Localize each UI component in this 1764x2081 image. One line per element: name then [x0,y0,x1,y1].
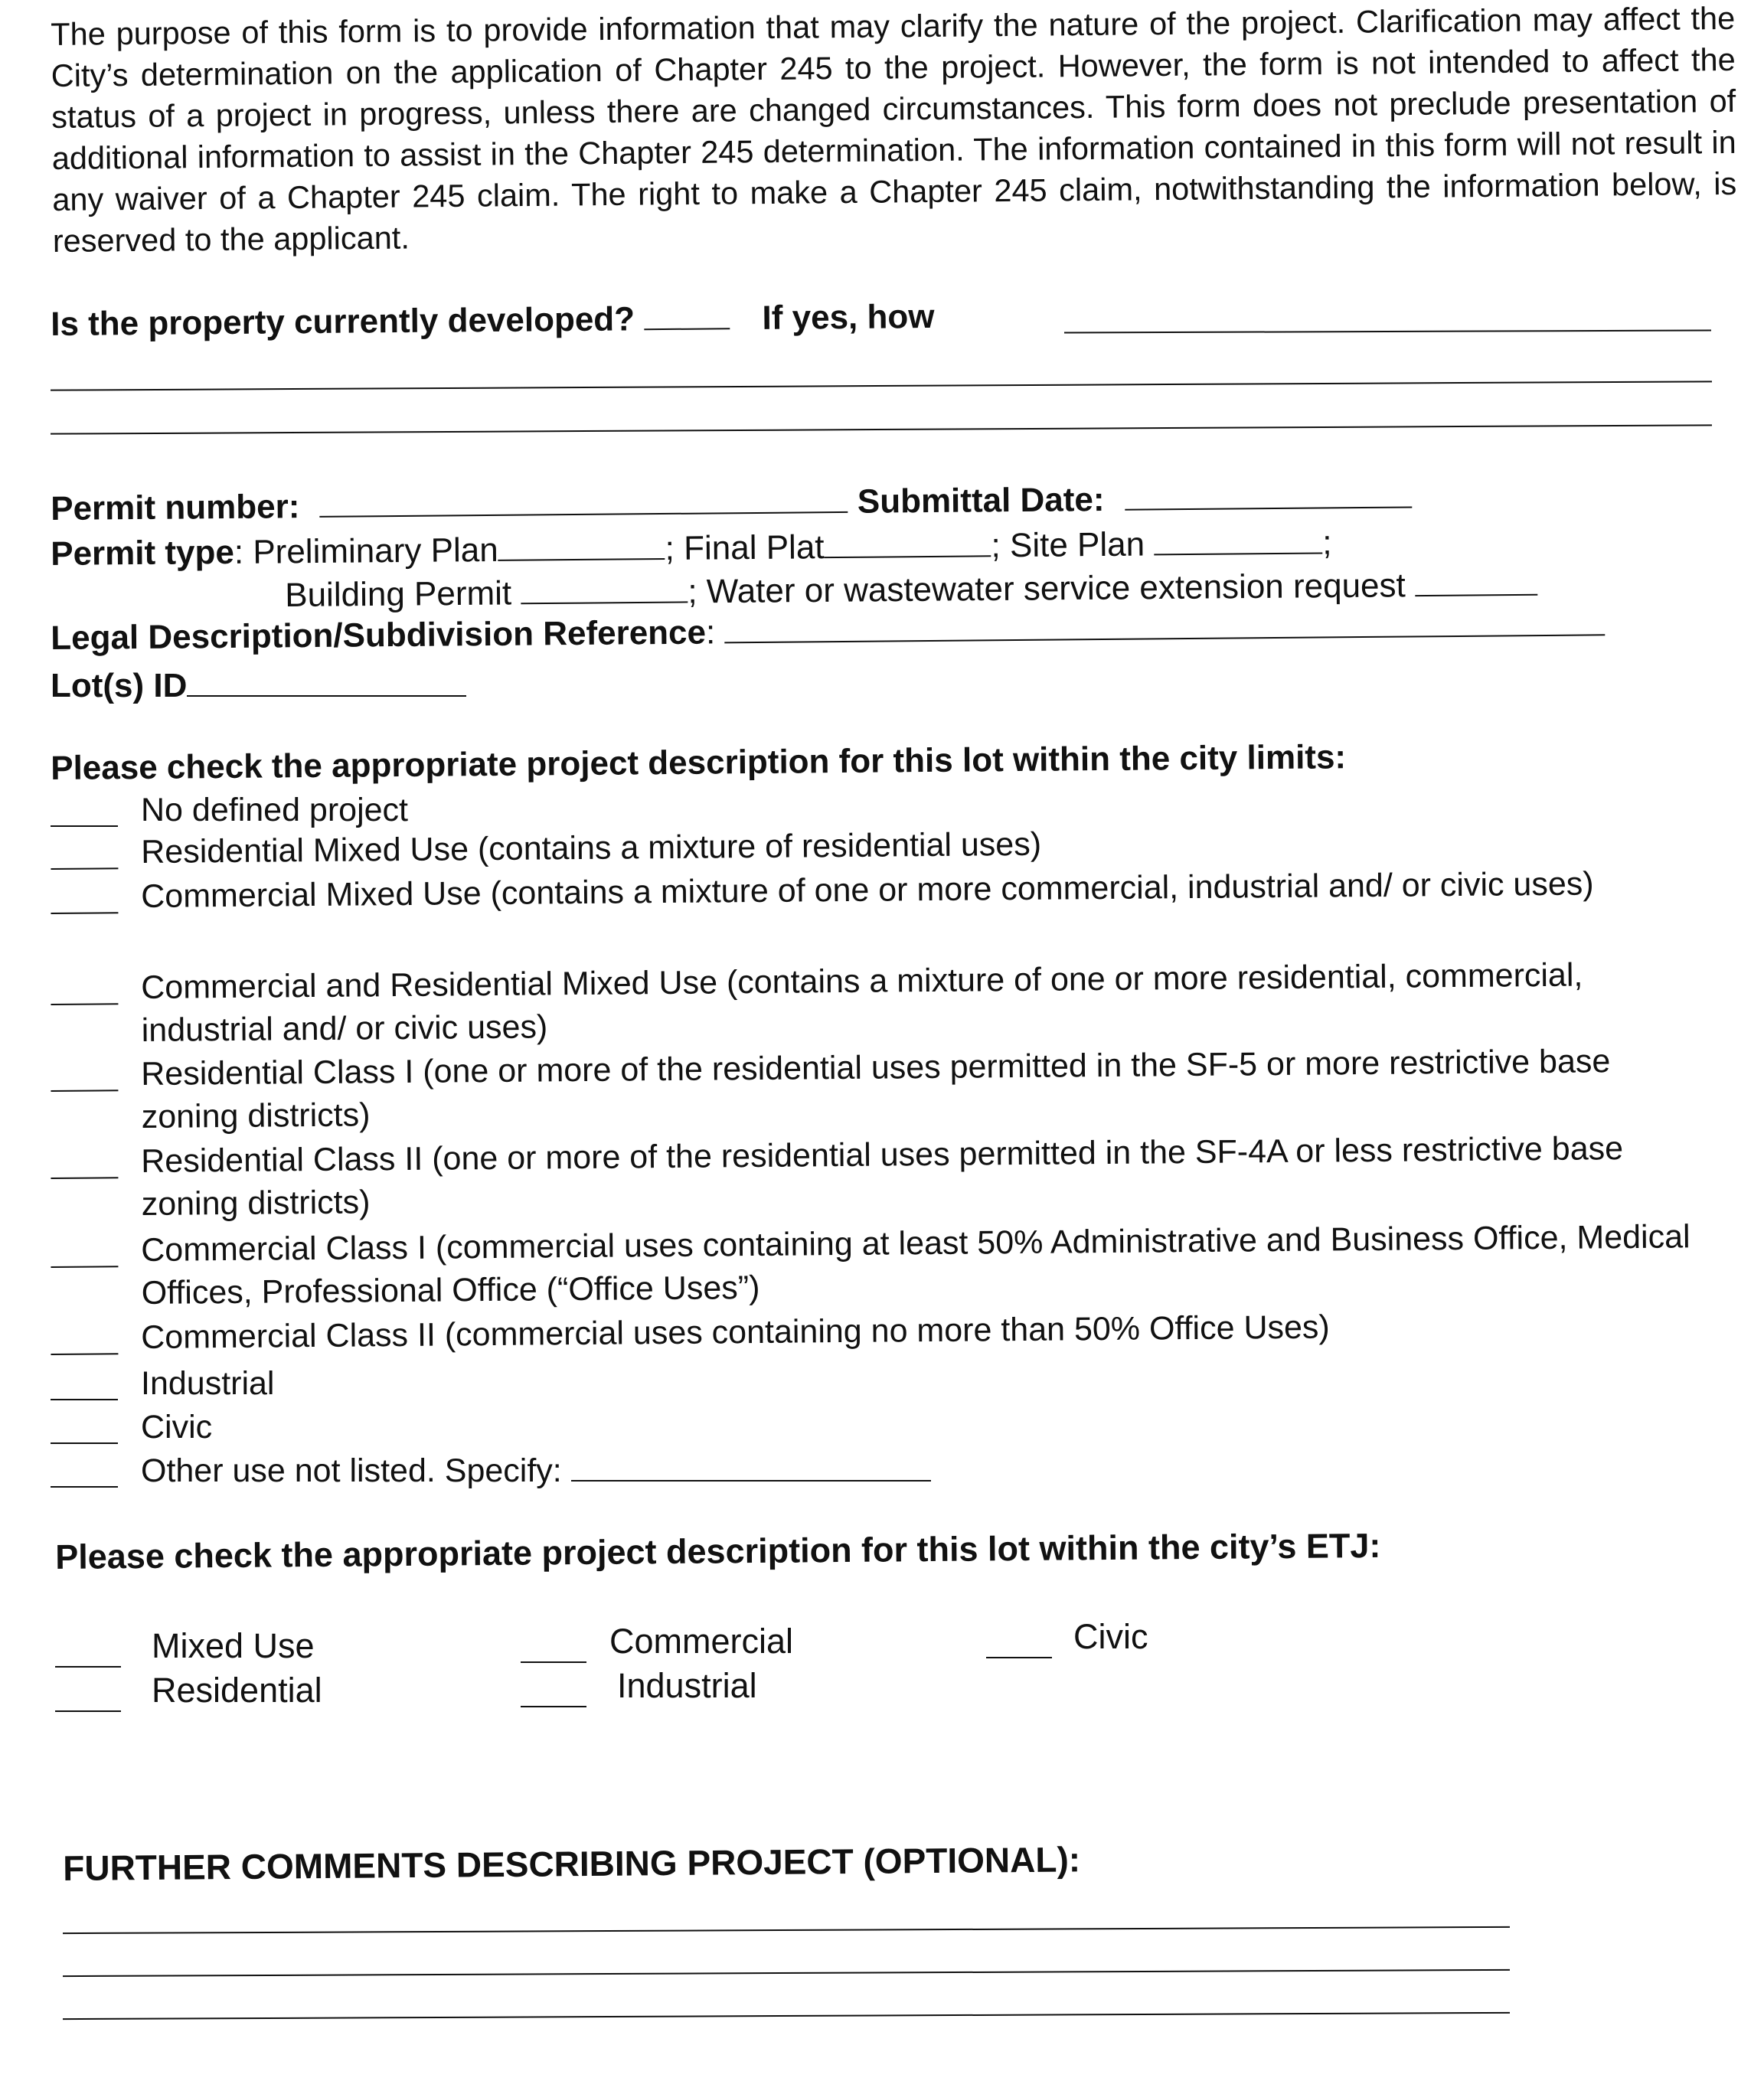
final-plat-label: ; Final Plat [665,528,825,567]
option-checkbox[interactable] [986,1634,1052,1658]
option-checkbox[interactable] [55,1687,121,1712]
option-label: Mixed Use [152,1626,315,1665]
option-label: Industrial [141,1365,275,1402]
permit-type-row-1: Permit type: Preliminary Plan ; Final Plat ; Site Plan ; [51,524,1332,573]
option-label: Civic [141,1409,213,1446]
option-checkbox[interactable] [51,1243,118,1268]
comment-line-2[interactable] [63,1969,1510,1977]
submittal-date-label: Submittal Date: [857,480,1105,521]
legal-description-blank[interactable] [724,605,1605,643]
option-checkbox[interactable] [521,1683,586,1707]
city-option [51,1406,1720,1449]
option-checkbox[interactable] [55,1643,121,1668]
option-label: Civic [1073,1617,1148,1656]
option-label: Commercial and Residential Mixed Use (contains a mixture of one or more residential, commercial, industrial and/ or civic uses) [141,956,1583,1049]
lot-id-row [51,665,466,707]
option-label: Residential Class I (one or more of the residential uses permitted in the SF-5 or more restrictive base zoning districts) [141,1043,1611,1135]
submittal-date-blank[interactable] [1125,477,1412,510]
preliminary-plan-label: Preliminary Plan [253,531,498,571]
etj-option [55,1625,315,1668]
site-plan-label: ; Site Plan [991,525,1145,565]
city-limits-heading: Please check the appropriate project description for this lot within the city limits: [51,738,1347,787]
option-label: Residential Mixed Use (contains a mixture of residential uses) [141,825,1042,871]
developed-question: Is the property currently developed? [51,300,635,343]
option-checkbox[interactable] [51,1419,118,1444]
permit-type-label: Permit type [51,533,235,573]
option-label: Residential [152,1671,322,1710]
city-option [51,1449,1720,1492]
option-label: Residential Class II (one or more of the residential uses permitted in the SF-4A or less restrictive base zoning districts) [141,1130,1624,1223]
developed-answer-blank[interactable] [644,299,730,330]
option-label: Commercial Mixed Use (contains a mixture of one or more commercial, industrial and/ or civic uses) [141,865,1594,915]
permit-number-blank[interactable] [319,482,848,518]
option-checkbox[interactable] [51,1067,118,1092]
etj-heading: Please check the appropriate project description for this lot within the city’s ETJ: [55,1525,1381,1576]
option-label: Commercial Class I (commercial uses containing at least 50% Administrative and Business Office, Medical Offices, Professional Office (“Office Uses”) [141,1218,1690,1312]
city-option [51,1039,1720,1139]
option-checkbox[interactable] [51,802,118,827]
option-checkbox[interactable] [51,1463,118,1488]
etj-option [521,1664,757,1707]
city-option [51,952,1720,1053]
option-label: Commercial [609,1622,794,1661]
city-option [51,1215,1720,1315]
final-plat-blank[interactable] [824,526,991,558]
city-option [51,1126,1720,1227]
option-checkbox[interactable] [521,1638,586,1663]
how-line-3[interactable] [51,424,1712,434]
legal-description-label: Legal Description/Subdivision Reference [51,613,707,657]
comment-line-1[interactable] [63,1926,1510,1934]
option-checkbox[interactable] [51,1376,118,1400]
city-option [51,1362,1720,1405]
etj-option [986,1615,1148,1658]
intro-paragraph: The purpose of this form is to provide information that may clarify the nature of the project. Clarification may affect the City’s determination on the application of Chapter 245 to the project. However, the form is not intended to affect the status of a project in progress, unless there are changed circumstances. This form does not preclude presentation of additional information to assist in the Chapter 245 determination. The information contained in this form will not result in any waiver of a Chapter 245 claim. The right to make a Chapter 245 claim, notwithstanding the information below, is reserved to the applicant. [51,0,1737,259]
how-line-2[interactable] [51,381,1712,390]
option-checkbox[interactable] [51,1154,118,1179]
water-request-blank[interactable] [1415,565,1537,596]
etj-option [55,1669,322,1712]
option-label: Industrial [617,1666,757,1705]
if-yes-label: If yes, how [762,297,935,337]
permit-number-label: Permit number: [51,488,300,528]
building-permit-blank[interactable] [521,572,688,604]
other-use-blank[interactable] [571,1452,931,1482]
preliminary-plan-blank[interactable] [498,529,665,561]
comments-heading: FURTHER COMMENTS DESCRIBING PROJECT (OPTIONAL): [63,1839,1081,1888]
option-checkbox[interactable] [51,1330,118,1355]
option-checkbox[interactable] [51,844,118,870]
etj-option [521,1620,793,1663]
option-label: No defined project [141,792,408,828]
legal-description-row: Legal Description/Subdivision Reference: [51,603,1606,660]
lot-id-label: Lot(s) ID [51,667,188,704]
water-request-label: ; Water or wastewater service extension request [688,567,1406,611]
option-checkbox[interactable] [51,889,118,914]
option-label: Commercial Class II (commercial uses containing no more than 50% Office Uses) [141,1308,1330,1356]
lot-id-blank[interactable] [187,666,466,697]
option-label: Other use not listed. Specify: [141,1449,1720,1492]
site-plan-blank[interactable] [1154,524,1322,556]
developed-row [51,296,935,346]
option-checkbox[interactable] [51,980,118,1005]
how-blank[interactable] [1064,330,1711,334]
building-permit-label: Building Permit [285,574,512,614]
comment-line-3[interactable] [63,2012,1510,2020]
